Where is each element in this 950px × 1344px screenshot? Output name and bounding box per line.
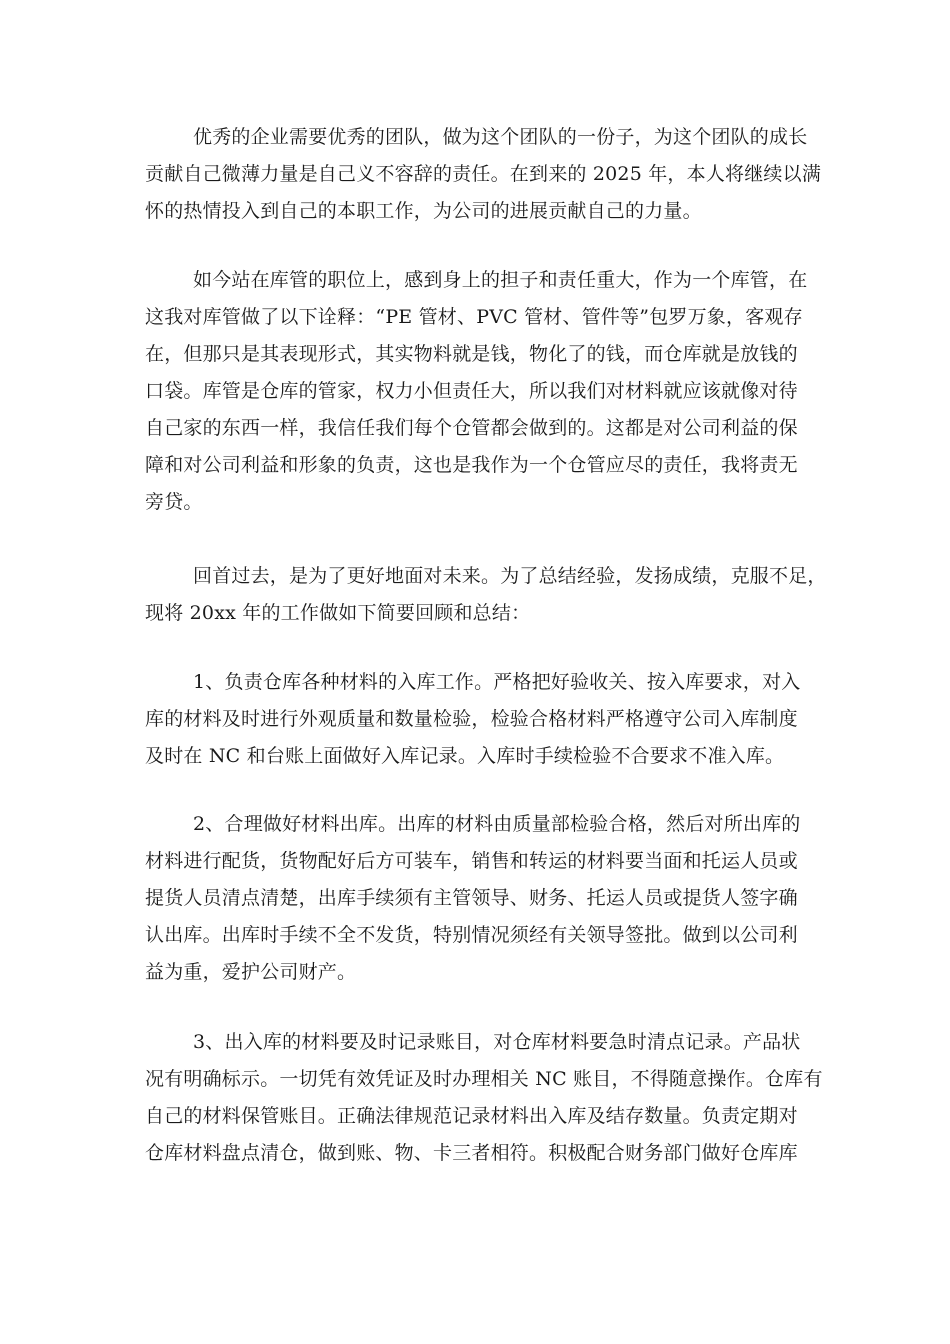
text-line: 提货人员清点清楚，出库手续须有主管领导、财务、托运人员或提货人签字确 xyxy=(145,887,798,909)
text-line: 贡献自己微薄力量是自己义不容辞的责任。在到来的 2025 年，本人将继续以满 xyxy=(145,163,822,185)
paragraph-item-2 xyxy=(145,806,805,991)
text-line: 材料进行配货，货物配好后方可装车，销售和转运的材料要当面和托运人员或 xyxy=(145,850,798,872)
text-line: 益为重，爱护公司财产。 xyxy=(145,961,357,983)
text-line: 况有明确标示。一切凭有效凭证及时办理相关 NC 账目，不得随意操作。仓库有 xyxy=(145,1068,823,1090)
paragraph-role xyxy=(145,262,808,521)
text-line: 现将 20xx 年的工作做如下简要回顾和总结： xyxy=(145,602,531,624)
paragraph-intro xyxy=(145,119,822,230)
text-line: 障和对公司利益和形象的负责，这也是我作为一个仓管应尽的责任，我将责无 xyxy=(145,454,798,476)
text-line: 旁贷。 xyxy=(145,491,203,513)
text-line: 自己的材料保管账目。正确法律规范记录材料出入库及结存数量。负责定期对 xyxy=(145,1105,798,1127)
text-line: 2、合理做好材料出库。出库的材料由质量部检验合格，然后对所出库的 xyxy=(193,813,801,835)
text-line: 这我对库管做了以下诠释：“PE 管材、PVC 管材、管件等”包罗万象，客观存 xyxy=(145,306,803,328)
paragraph-item-1 xyxy=(145,664,805,775)
text-line: 优秀的企业需要优秀的团队，做为这个团队的一份子，为这个团队的成长 xyxy=(193,126,808,148)
text-line: 口袋。库管是仓库的管家，权力小但责任大，所以我们对材料就应该就像对待 xyxy=(145,380,798,402)
text-line: 1、负责仓库各种材料的入库工作。严格把好验收关、按入库要求，对入 xyxy=(193,671,801,693)
text-line: 仓库材料盘点清仓，做到账、物、卡三者相符。积极配合财务部门做好仓库库 xyxy=(145,1142,798,1164)
text-line: 回首过去，是为了更好地面对未来。为了总结经验，发扬成绩，克服不足， xyxy=(193,565,827,587)
text-line: 自己家的东西一样，我信任我们每个仓管都会做到的。这都是对公司利益的保 xyxy=(145,417,798,439)
text-line: 3、出入库的材料要及时记录账目，对仓库材料要急时清点记录。产品状 xyxy=(193,1031,801,1053)
paragraph-item-3 xyxy=(145,1024,823,1172)
text-line: 如今站在库管的职位上，感到身上的担子和责任重大，作为一个库管，在 xyxy=(193,269,808,291)
text-line: 在，但那只是其表现形式，其实物料就是钱，物化了的钱，而仓库就是放钱的 xyxy=(145,343,798,365)
text-line: 及时在 NC 和台账上面做好入库记录。入库时手续检验不合要求不准入库。 xyxy=(145,745,785,767)
text-line: 怀的热情投入到自己的本职工作，为公司的进展贡献自己的力量。 xyxy=(145,200,702,222)
text-line: 认出库。出库时手续不全不发货，特别情况须经有关领导签批。做到以公司利 xyxy=(145,924,798,946)
text-line: 库的材料及时进行外观质量和数量检验，检验合格材料严格遵守公司入库制度 xyxy=(145,708,798,730)
paragraph-review xyxy=(145,558,827,632)
